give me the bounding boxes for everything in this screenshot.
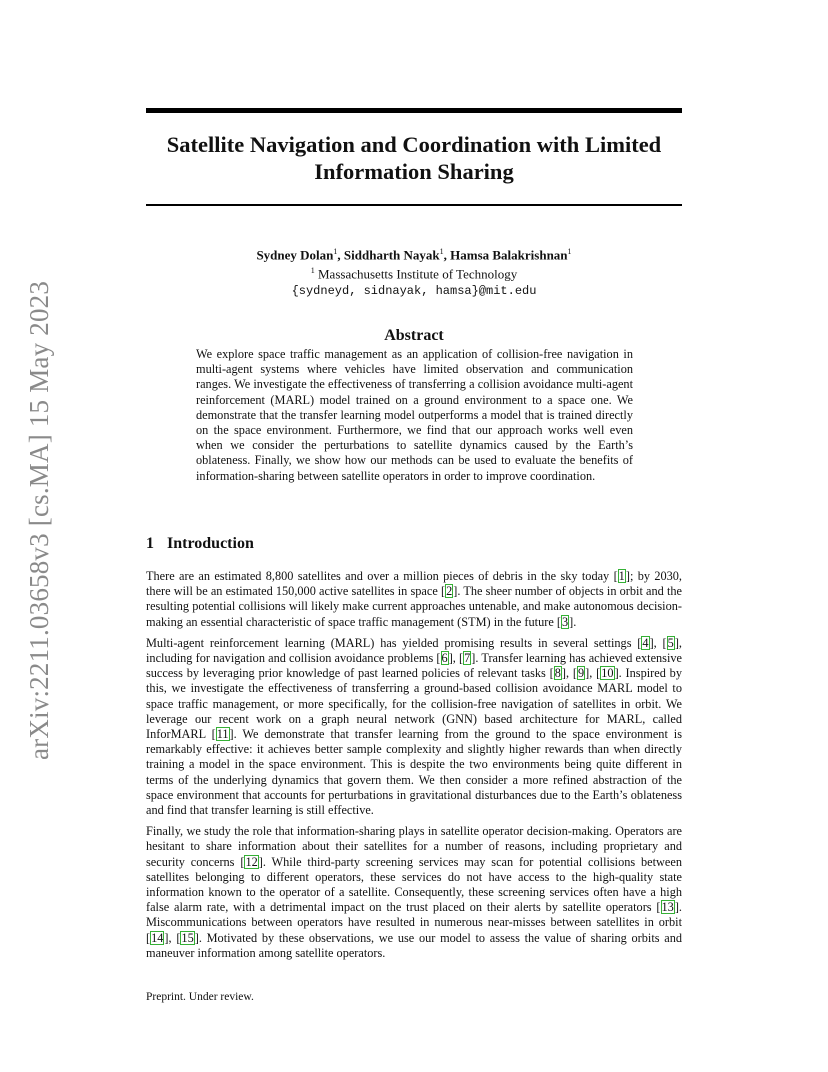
paragraph-text: Finally, we study the role that information-sharing plays in satellite operator decision-making. Operators are hesitant to share information about their satellites for a number of reasons, including proprietary and security concerns	[146, 824, 682, 869]
section-title: Introduction	[167, 535, 254, 552]
author-names: Sydney Dolan$^1$, Siddharth Nayak$^1$, Hamsa Balakrishnan$^1$	[256, 247, 572, 263]
affiliation-marker: 1	[439, 247, 444, 256]
title-top-rule	[146, 108, 682, 113]
paragraph-text: ,	[566, 666, 573, 681]
citation-link[interactable]: 15	[181, 930, 194, 945]
author-emails: {sydneyd, sidnayak, hamsa}@mit.edu	[291, 283, 537, 298]
paragraph-text: . The sheer number of objects in orbit and the resulting potential collisions will likely make current approaches untenable, and make autonomous decision-making an essential characteristic of space traffic management (STM) in the future	[146, 584, 682, 629]
citation-link[interactable]: 3	[561, 614, 569, 629]
citation-link[interactable]: 9	[578, 666, 585, 681]
citation-link[interactable]: 5	[667, 635, 674, 650]
footer-note: Preprint. Under review.	[146, 991, 254, 1003]
paragraph-text: ,	[653, 635, 663, 650]
citation-link[interactable]: 6	[441, 651, 448, 666]
section-heading	[146, 535, 254, 553]
affiliation-marker: 1	[333, 247, 338, 256]
paragraph-text: . Inspired by this, we investigate the effectiveness of transferring a ground-based collision avoidance MARL model to space traffic management, or more specifically, for the collision-free navigation of satellites in orbit. We leverage our recent work on a graph neural network (GNN) based architecture for MARL, called InforMARL	[146, 666, 682, 742]
abstract-text: We explore space traffic management as an application of collision-free navigation in multi-agent systems where vehicles have limited observation and communication ranges. We investigate the effectiveness of transferring a collision avoidance multi-agent reinforcement (MARL) model trained on a ground environment to a space one. We demonstrate that the transfer learning model outperforms a model that is trained directly on the space environment. Furthermore, we find that our approach works well even when we consider the perturbations to satellite dynamics caused by the Earth’s oblateness. Finally, we show how our methods can be used to evaluate the benefits of information-sharing between satellite operators in order to improve coordination.	[196, 347, 633, 483]
author-name: Sydney Dolan	[256, 247, 334, 263]
paragraph: There are an estimated 8,800 satellites and over a million pieces of debris in the sky today [1]; by 2030, there will be an estimated 150,000 active satellites in space [2]. The sheer number of objects in orbit and the resulting potential collisions will likely make current approaches untenable, and make autonomous decision-making an essential characteristic of space traffic management (STM) in the future [3].	[146, 569, 683, 629]
citation-link[interactable]: 11	[216, 727, 229, 742]
paragraph-text: ; by 2030, there will be an estimated 150,000 active satellites in space	[146, 569, 683, 599]
paper-title: Satellite Navigation and Coordination with Limited Information Sharing	[166, 132, 662, 184]
citation-link[interactable]: 2	[446, 584, 453, 599]
paragraph-text: Multi-agent reinforcement learning (MARL) has yielded promising results in several settings	[146, 635, 638, 650]
paragraph: Multi-agent reinforcement learning (MARL) has yielded promising results in several settings [4], [5], including for navigation and collision avoidance problems [6], [7]. Transfer learning has achieved extensive success by leveraging prior knowledge of past learned policies of relevant tasks [8], [9], [10]. Inspired by this, we investigate the effectiveness of transferring a ground-based collision avoidance MARL model to space traffic management, or more specifically, for the collision-free navigation of satellites in orbit. We leverage our recent work on a graph neural network (GNN) based architecture for MARL, called InforMARL [11]. We demonstrate that transfer learning from the ground to the space environment is remarkably effective: it achieves better sample complexity and slightly higher rewards than when directly training a model in the space environment. This is despite the two environments being quite different in terms of the underlying dynamics that govern them. We then consider a more refined abstraction of the space environment that accounts for perturbations in gravitational disturbances due to the Earth’s oblateness and find that transfer learning is still effective.	[146, 635, 682, 818]
citation-link[interactable]: 4	[642, 635, 649, 650]
citation-link[interactable]: 7	[464, 651, 471, 666]
citation-link[interactable]: 8	[554, 666, 561, 681]
title-bottom-rule	[146, 204, 682, 206]
paragraph: Finally, we study the role that information-sharing plays in satellite operator decision-making. Operators are hesitant to share information about their satellites for a number of reasons, including proprietary and security concerns [12]. While third-party screening services may scan for potential collisions between satellites belonging to different operators, these services do not have access to the high-quality state information known to the operator of a satellite. Consequently, these screening services often have a high false alarm rate, with a detrimental impact on the trust placed on their alerts by satellite operators [13]. Miscommunications between operators have resulted in numerous near-misses between satellites in orbit [14], [15]. Motivated by these observations, we use our model to assess the value of sharing orbits and maneuver information among satellite operators.	[146, 824, 682, 960]
arxiv-identifier: arXiv:2211.03658v3 [cs.MA] 15 May 2023	[24, 280, 54, 760]
affiliation-marker: 1	[567, 247, 572, 256]
paragraph-text: . We demonstrate that transfer learning from the ground to the space environment is remarkably effective: it achieves better sample complexity and slightly higher rewards than when directly training a model in the space environment. This is despite the two environments being quite different in terms of the underlying dynamics that govern them. We then consider a more refined abstraction of the space environment that accounts for perturbations in gravitational disturbances due to the Earth’s oblateness and find that transfer learning is still effective.	[146, 727, 682, 818]
affiliation-marker: 1	[310, 266, 315, 276]
citation-link[interactable]: 14	[151, 930, 164, 945]
paragraph-text: . Transfer learning has achieved extensive success by leveraging prior knowledge of past learned policies of relevant tasks	[146, 651, 682, 681]
paragraph-text: .	[573, 614, 577, 629]
abstract-heading: Abstract	[384, 327, 444, 344]
section-number: 1	[146, 535, 154, 552]
citation-link[interactable]: 1	[618, 569, 625, 583]
paragraph-text: . Miscommunications between operators have resulted in numerous near-misses between satellites in orbit	[146, 900, 682, 930]
paragraph-text: There are an estimated 8,800 satellites and over a million pieces of debris in the sky today	[146, 569, 614, 583]
paragraph-text: . Motivated by these observations, we use our model to assess the value of sharing orbits and maneuver information among satellite operators.	[146, 930, 682, 960]
paragraph-text: . While third-party screening services may scan for potential collisions between satellites belonging to different operators, these services do not have access to the high-quality state information known to the operator of a satellite. Consequently, these screening services often have a high false alarm rate, with a detrimental impact on the trust placed on their alerts by satellite operators	[146, 854, 682, 915]
paragraph-text: ,	[589, 666, 597, 681]
citation-link[interactable]: 10	[601, 666, 614, 681]
affiliation	[146, 263, 682, 282]
author-block	[146, 244, 682, 299]
citation-link[interactable]: 12	[245, 854, 258, 869]
affiliation-name: Massachusetts Institute of Technology	[318, 266, 518, 282]
paragraph-text: ,	[452, 651, 460, 666]
body-text	[146, 569, 682, 967]
author-name: Hamsa Balakrishnan	[450, 247, 568, 263]
paragraph-text: ,	[168, 930, 177, 945]
paragraph-text: , including for navigation and collision avoidance problems	[146, 635, 682, 666]
citation-link[interactable]: 13	[661, 900, 674, 915]
author-name: Siddharth Nayak	[343, 247, 440, 263]
